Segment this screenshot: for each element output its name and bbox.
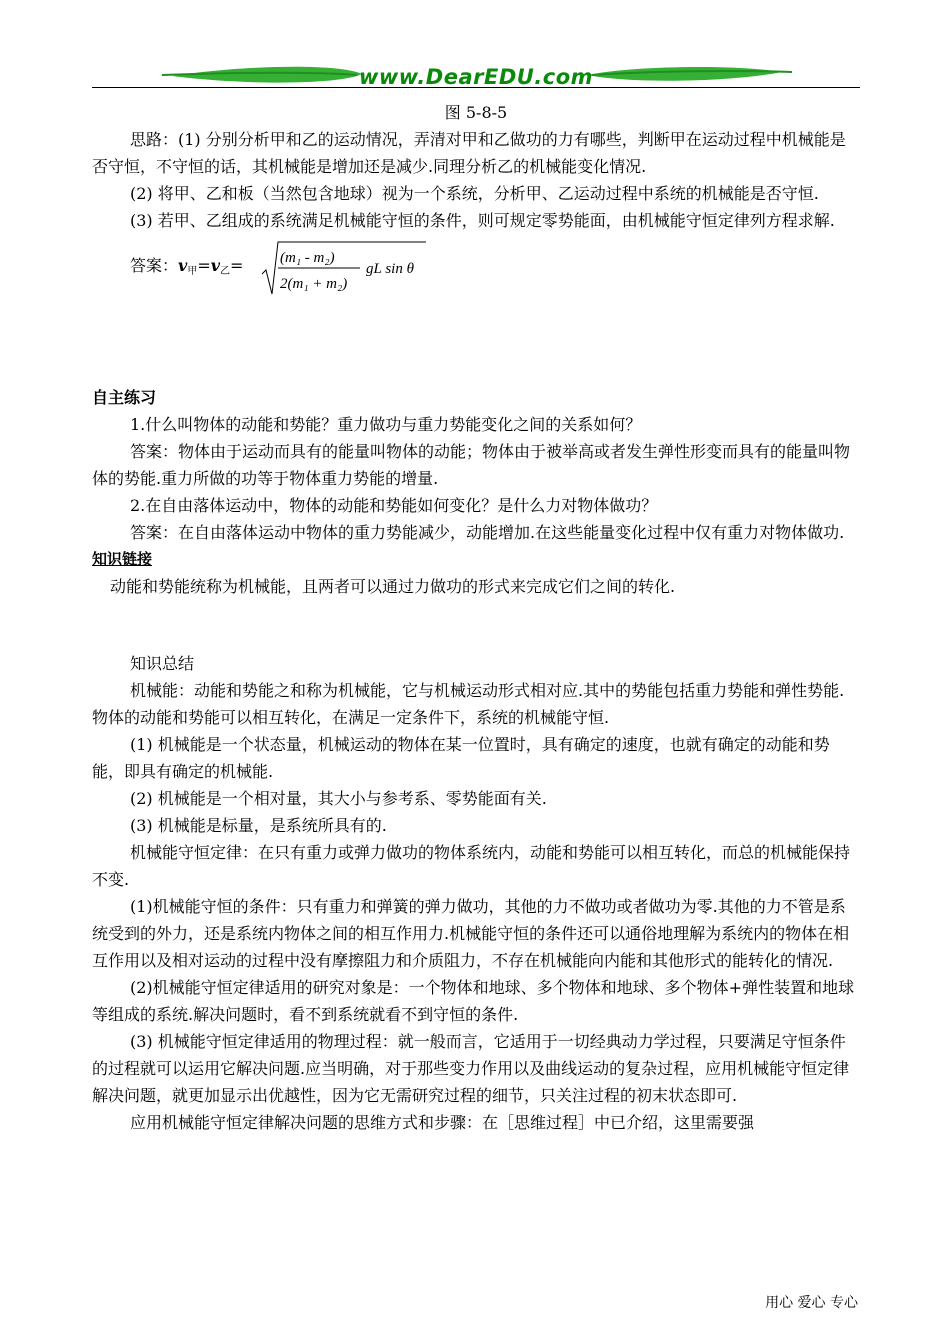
summary-paragraph-4: (3) 机械能是标量，是系统所具有的. xyxy=(130,816,387,835)
figure-caption: 图 5-8-5 xyxy=(444,103,508,122)
practice-answer-1: 答案：物体由于运动而具有的能量叫物体的动能；物体由于被举高或者发生弹性形变而具有的能量叫物体的势能.重力所做的功等于物体重力势能的增量. xyxy=(92,442,851,488)
velocity-formula xyxy=(260,240,428,298)
self-practice-heading: 自主练习 xyxy=(92,388,157,407)
thinking-paragraph-1: 思路：(1) 分别分析甲和乙的运动情况，弄清对甲和乙做功的力有哪些，判断甲在运动过程中机械能是否守恒，不守恒的话，其机械能是增加还是减少.同理分析乙的机械能变化情况. xyxy=(92,130,846,176)
summary-paragraph-9: 应用机械能守恒定律解决问题的思维方式和步骤：在［思维过程］中已介绍，这里需要强 xyxy=(130,1113,755,1132)
answer-label: 答案：$v_甲=v_乙=$ xyxy=(130,256,244,277)
page-footer: 用心 爱心 专心 xyxy=(765,1295,858,1311)
summary-paragraph-6: (1)机械能守恒的条件：只有重力和弹簧的弹力做功，其他的力不做功或者做功为零.其他的力不管是系统受到的外力，还是系统内物体之间的相互作用力.机械能守恒的条件还可以通俗地理解为系统内的物体在相互作用以及相对运动的过程中没有摩擦阻力和介质阻力，不存在机械能向内能和其他形式的能转化的情况. xyxy=(92,897,850,970)
summary-paragraph-3: (2) 机械能是一个相对量，其大小与参考系、零势能面有关. xyxy=(130,789,547,808)
answer-formula-line xyxy=(92,242,860,308)
knowledge-link-text: 动能和势能统称为机械能，且两者可以通过力做功的形式来完成它们之间的转化. xyxy=(110,577,676,596)
formula-tail: gL sin θ xyxy=(366,261,414,277)
formula-numerator: (m₁ - m₂) xyxy=(280,250,335,266)
practice-question-1: 1.什么叫物体的动能和势能？重力做功与重力势能变化之间的关系如何？ xyxy=(130,415,642,434)
practice-answer-2: 答案：在自由落体运动中物体的重力势能减少，动能增加.在这些能量变化过程中仅有重力对物体做功. xyxy=(130,523,845,542)
summary-paragraph-1: 机械能：动能和势能之和称为机械能，它与机械运动形式相对应.其中的势能包括重力势能和弹性势能.物体的动能和势能可以相互转化，在满足一定条件下，系统的机械能守恒. xyxy=(92,681,845,727)
thinking-paragraph-3: (3) 若甲、乙组成的系统满足机械能守恒的条件，则可规定零势能面，由机械能守恒定律列方程求解. xyxy=(130,211,835,230)
summary-heading: 知识总结 xyxy=(130,654,195,673)
header-rule xyxy=(92,87,860,88)
knowledge-link-heading: 知识链接 xyxy=(92,550,153,568)
summary-paragraph-2: (1) 机械能是一个状态量，机械运动的物体在某一位置时，具有确定的速度，也就有确定的动能和势能，即具有确定的机械能. xyxy=(92,735,830,781)
thinking-paragraph-2: (2) 将甲、乙和板（当然包含地球）视为一个系统，分析甲、乙运动过程中系统的机械能是否守恒. xyxy=(130,184,819,203)
practice-question-2: 2.在自由落体运动中，物体的动能和势能如何变化？是什么力对物体做功？ xyxy=(130,496,658,515)
formula-denominator: 2(m₁ + m₂) xyxy=(280,276,348,292)
summary-paragraph-5: 机械能守恒定律：在只有重力或弹力做功的物体系统内，动能和势能可以相互转化，而总的机械能保持不变. xyxy=(92,843,851,889)
summary-paragraph-8: (3) 机械能守恒定律适用的物理过程：就一般而言，它适用于一切经典动力学过程，只要满足守恒条件的过程就可以运用它解决问题.应当明确，对于那些变力作用以及曲线运动的复杂过程，应用机械能守恒定律解决问题，就更加显示出优越性，因为它无需研究过程的细节，只关注过程的初末状态即可. xyxy=(92,1032,850,1105)
document-body xyxy=(92,99,860,1136)
site-url: www.DearEDU.com xyxy=(358,65,594,89)
summary-paragraph-7: (2)机械能守恒定律适用的研究对象是：一个物体和地球、多个物体和地球、多个物体+弹性装置和地球等组成的系统.解决问题时，看不到系统就看不到守恒的条件. xyxy=(92,978,855,1024)
